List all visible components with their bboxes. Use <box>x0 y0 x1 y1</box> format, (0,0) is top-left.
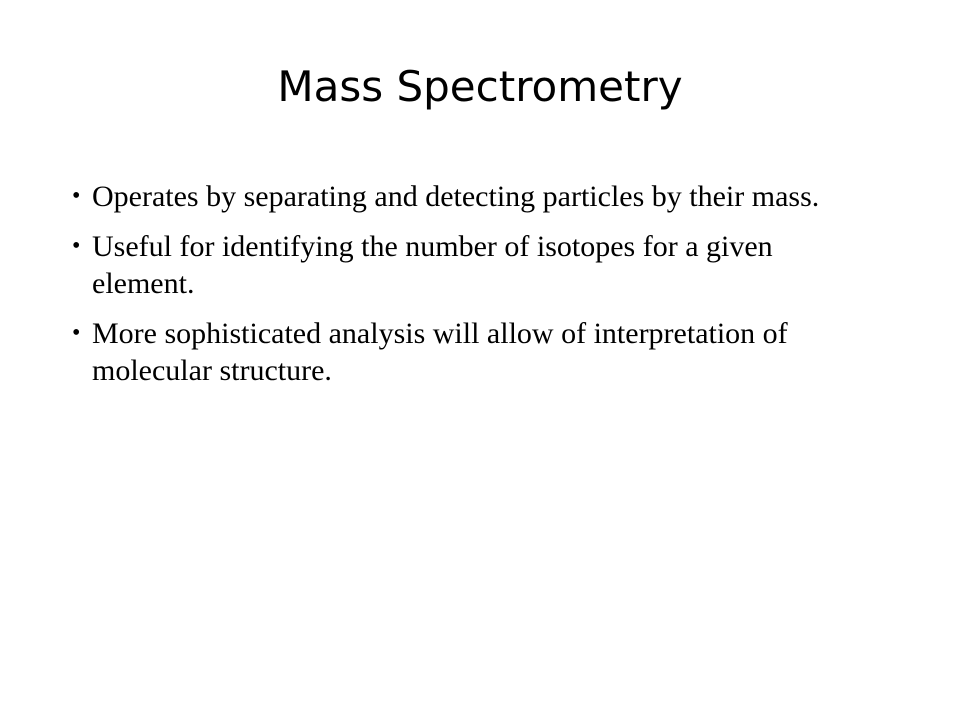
bullet-icon: • <box>72 183 81 209</box>
bullet-text: Operates by separating and detecting particles by their mass. <box>92 180 820 213</box>
bullet-item <box>72 178 842 215</box>
bullet-list <box>72 178 842 402</box>
bullet-item <box>72 315 842 389</box>
bullet-item <box>72 228 842 302</box>
bullet-icon: • <box>72 233 81 259</box>
bullet-icon: • <box>72 320 81 346</box>
bullet-text: More sophisticated analysis will allow of interpretation of molecular structure. <box>92 317 788 387</box>
slide-title: Mass Spectrometry <box>277 62 683 111</box>
bullet-text: Useful for identifying the number of isotopes for a given element. <box>92 230 773 300</box>
